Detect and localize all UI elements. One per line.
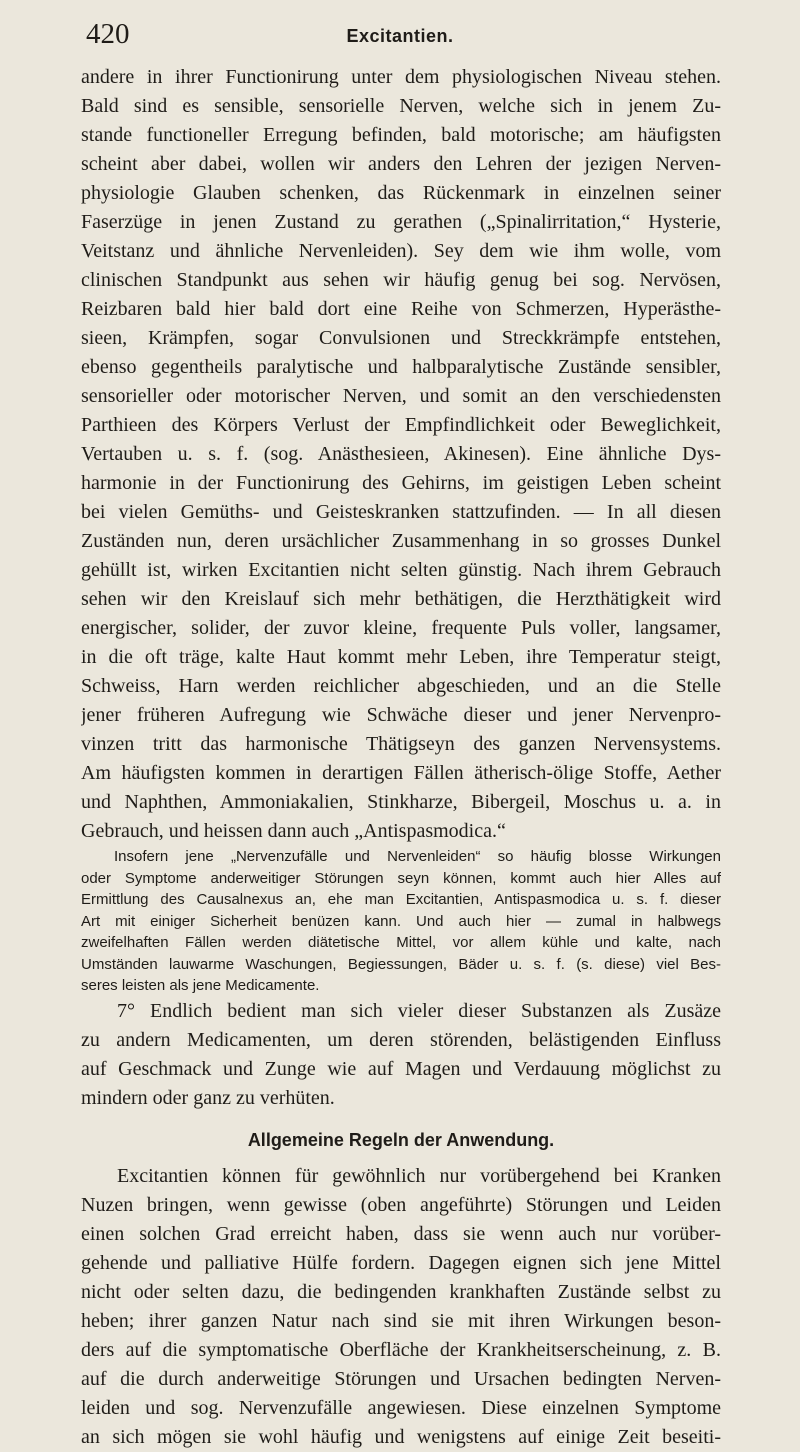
text-line: ebenso gegentheils paralytische und halbparalytische Zustände sensibler, (81, 356, 721, 378)
text-line: in die oft träge, kalte Haut kommt mehr Leben, ihre Temperatur steigt, (81, 646, 721, 668)
text-line: Gebrauch, und heissen dann auch „Antispasmodica.“ (81, 820, 506, 842)
note-line: zweifelhaften Fällen werden diätetische Mittel, vor allem kühle und kalte, nach (81, 934, 721, 951)
text-line: Parthieen des Körpers Verlust der Empfindlichkeit oder Beweglichkeit, (81, 414, 721, 436)
text-line: auf Geschmack und Zunge wie auf Magen und Verdauung möglichst zu (81, 1057, 721, 1080)
running-head: Excitantien. (346, 26, 454, 46)
text-line: Veitstanz und ähnliche Nervenleiden). Sey dem wie ihm wolle, vom (81, 240, 721, 262)
page-number: 420 (86, 18, 130, 50)
note-line: Insofern jene „Nervenzufälle und Nervenleiden“ so häufig blosse Wirkungen (114, 848, 721, 865)
text-line: leiden und sog. Nervenzufälle angewiesen. Diese einzelnen Symptome (81, 1396, 721, 1419)
text-line: Schweiss, Harn werden reichlicher abgeschieden, und an die Stelle (81, 675, 721, 697)
text-line: andere in ihrer Functionirung unter dem physiologischen Niveau stehen. (81, 66, 721, 88)
text-line: harmonie in der Functionirung des Gehirns, im geistigen Leben scheint (81, 472, 721, 494)
text-line: sehen wir den Kreislauf sich mehr bethätigen, die Herzthätigkeit wird (81, 588, 721, 610)
text-line: auf die durch anderweitige Störungen und Ursachen bedingten Nerven- (81, 1367, 721, 1390)
text-line: scheint aber dabei, wollen wir anders den Lehren der jezigen Nerven- (81, 153, 721, 175)
text-line: bei vielen Gemüths- und Geisteskranken stattzufinden. — In all diesen (81, 501, 721, 523)
page-header (80, 18, 720, 58)
paragraph-2 (81, 997, 721, 1113)
text-line: energischer, solider, der zuvor kleine, frequente Puls voller, langsamer, (81, 617, 721, 639)
text-line: und Naphthen, Ammoniakalien, Stinkharze, Bibergeil, Moschus u. a. in (81, 791, 721, 813)
paragraph-3 (81, 1162, 721, 1452)
text-line: mindern oder ganz zu verhüten. (81, 1086, 335, 1109)
text-line: jener früheren Aufregung wie Schwäche dieser und jener Nervenpro- (81, 704, 721, 726)
note-line: Umständen lauwarme Waschungen, Begiessungen, Bäder u. s. f. (s. diese) viel Bes- (81, 955, 721, 973)
text-line: Nuzen bringen, wenn gewisse (oben angeführte) Störungen und Leiden (81, 1193, 721, 1216)
note-line: oder Symptome anderweitiger Störungen seyn können, kommt auch hier Alles auf (81, 869, 721, 887)
text-line: sensorieller oder motorischer Nerven, und somit an den verschiedensten (81, 385, 721, 407)
text-line: Faserzüge in jenen Zustand zu gerathen („Spinalirritation,“ Hysterie, (81, 211, 721, 233)
text-line: 7° Endlich bedient man sich vieler dieser Substanzen als Zusäze (117, 999, 721, 1022)
text-line: gehende und palliative Hülfe fordern. Dagegen eignen sich jene Mittel (81, 1251, 721, 1274)
note-line: Art mit einiger Sicherheit benüzen kann. Und auch hier — zumal in halbwegs (81, 912, 721, 930)
text-line: an sich mögen sie wohl häufig und wenigstens auf einige Zeit beseiti- (81, 1425, 721, 1448)
text-line: einen solchen Grad erreicht haben, dass sie wenn auch nur vorüber- (81, 1222, 721, 1245)
text-line: ders auf die symptomatische Oberfläche der Krankheitserscheinung, z. B. (81, 1338, 721, 1361)
text-line: clinischen Standpunkt aus sehen wir häufig genug bei sog. Nervösen, (81, 269, 721, 291)
paragraph-1 (81, 63, 721, 846)
note-line: Ermittlung des Causalnexus an, ehe man Excitantien, Antispasmodica u. s. f. dieser (81, 891, 721, 908)
text-line: Bald sind es sensible, sensorielle Nerven, welche sich in jenem Zu- (81, 95, 721, 117)
text-line: vinzen tritt das harmonische Thätigseyn des ganzen Nervensystems. (81, 733, 721, 755)
text-line: sieen, Krämpfen, sogar Convulsionen und Streckkrämpfe entstehen, (81, 327, 721, 349)
text-line: stande functioneller Erregung befinden, bald motorische; am häufigsten (81, 124, 721, 146)
text-line: gehüllt ist, wirken Excitantien nicht selten günstig. Nach ihrem Gebrauch (81, 559, 721, 581)
text-line: Am häufigsten kommen in derartigen Fällen ätherisch-ölige Stoffe, Aether (81, 762, 721, 784)
text-line: physiologie Glauben schenken, das Rückenmark in einzelnen seiner (81, 182, 721, 204)
section-heading: Allgemeine Regeln der Anwendung. (247, 1129, 555, 1150)
text-line: heben; ihrer ganzen Natur nach sind sie mit ihren Wirkungen beson- (81, 1309, 721, 1332)
page-body (81, 63, 721, 1452)
text-line: nicht oder selten dazu, die bedingenden krankhaften Zustände selbst zu (81, 1280, 721, 1303)
text-line: Excitantien können für gewöhnlich nur vorübergehend bei Kranken (117, 1164, 721, 1187)
text-line: zu andern Medicamenten, um deren störenden, belästigenden Einfluss (81, 1028, 721, 1051)
text-line: Reizbaren bald hier bald dort eine Reihe von Schmerzen, Hyperästhe- (81, 298, 721, 320)
note-line: seres leisten als jene Medicamente. (81, 977, 320, 994)
note-paragraph (81, 846, 721, 997)
text-line: Zuständen nun, deren ursächlicher Zusammenhang in so grosses Dunkel (81, 530, 721, 552)
text-line: Vertauben u. s. f. (sog. Anästhesieen, Akinesen). Eine ähnliche Dys- (81, 443, 721, 465)
